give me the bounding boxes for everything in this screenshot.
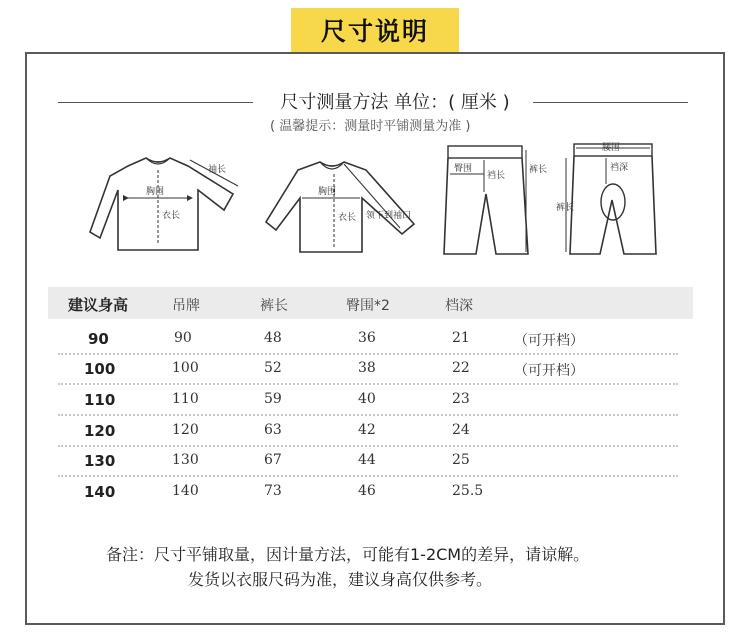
pants-figure-open <box>556 140 670 260</box>
cell-height: 90 <box>88 330 109 348</box>
cell-tag: 100 <box>172 360 199 376</box>
table-row <box>58 447 678 477</box>
table-row <box>58 355 678 385</box>
rise-label: 裆长 <box>487 171 506 181</box>
cell-pants: 59 <box>264 391 282 407</box>
cell-rise: 24 <box>452 422 470 438</box>
measure-tip: ( 温馨提示：测量时平铺测量为准 ) <box>270 119 471 134</box>
chest-label-2: 胸围 <box>318 187 337 197</box>
cell-tag: 130 <box>172 452 199 468</box>
table-row <box>58 417 678 447</box>
neck-to-cuff-label: 领下到袖口 <box>366 211 412 221</box>
rise-depth-label: 裆深 <box>610 163 629 173</box>
heading-rule-left <box>58 102 253 103</box>
length-label-2: 衣长 <box>338 213 357 223</box>
table-row <box>58 325 678 355</box>
waist-label: 腰围 <box>602 143 621 153</box>
top-figure-raglan <box>262 154 422 258</box>
cell-tag: 110 <box>172 391 199 407</box>
cell-hip: 36 <box>358 330 376 346</box>
row-divider <box>58 414 678 416</box>
cell-height: 140 <box>84 483 116 501</box>
top-figure-sleeve <box>88 146 248 258</box>
hip-label: 臀围 <box>454 164 473 174</box>
col-pants-length: 裤长 <box>260 298 288 314</box>
col-height: 建议身高 <box>68 296 129 314</box>
size-table-header <box>48 287 693 319</box>
cell-tag: 90 <box>174 330 192 346</box>
cell-rise: 23 <box>452 391 470 407</box>
cell-rise: 21 <box>452 330 470 346</box>
top-figure-sleeve-drawing <box>88 146 248 258</box>
cell-hip: 40 <box>358 391 376 407</box>
pants-length-label: 裤长 <box>529 165 548 175</box>
cell-pants: 48 <box>264 330 282 346</box>
cell-pants: 73 <box>264 483 282 499</box>
measure-heading <box>58 88 688 118</box>
pants-length-label-2: 裤长 <box>556 203 575 213</box>
cell-height: 120 <box>84 422 116 440</box>
col-hip: 臀围*2 <box>346 298 390 314</box>
col-rise: 档深 <box>445 298 473 314</box>
row-divider <box>58 383 678 385</box>
cell-note: （可开档） <box>514 363 584 379</box>
cell-height: 110 <box>84 391 116 409</box>
chest-label: 胸围 <box>146 187 165 197</box>
top-figure-raglan-drawing <box>262 154 422 258</box>
sleeve-label: 袖长 <box>208 165 227 175</box>
pants-figure-open-drawing <box>556 140 670 260</box>
cell-height: 100 <box>84 360 116 378</box>
table-row <box>58 386 678 416</box>
table-row <box>58 478 678 508</box>
cell-height: 130 <box>84 452 116 470</box>
cell-tag: 140 <box>172 483 199 499</box>
cell-tag: 120 <box>172 422 199 438</box>
pants-figure-front-drawing <box>440 140 548 260</box>
cell-rise: 22 <box>452 360 470 376</box>
cell-pants: 67 <box>264 452 282 468</box>
cell-rise: 25.5 <box>452 483 484 499</box>
cell-pants: 52 <box>264 360 282 376</box>
cell-hip: 46 <box>358 483 376 499</box>
cell-rise: 25 <box>452 452 470 468</box>
pants-figure-front <box>440 140 548 260</box>
length-label: 衣长 <box>162 211 181 221</box>
row-divider <box>58 475 678 477</box>
note-line-1: 备注：尺寸平铺取量，因计量方法，可能有1-2CM的差异，请谅解。 <box>106 545 590 564</box>
measure-heading-text: 尺寸测量方法 单位：( 厘米 ) <box>280 92 510 113</box>
note-line-2: 发货以衣服尺码为准，建议身高仅供参考。 <box>188 570 493 589</box>
cell-hip: 38 <box>358 360 376 376</box>
col-tag: 吊牌 <box>172 298 200 314</box>
page-title: 尺寸说明 <box>291 8 459 52</box>
cell-note: （可开档） <box>514 333 584 349</box>
cell-hip: 42 <box>358 422 376 438</box>
cell-pants: 63 <box>264 422 282 438</box>
cell-hip: 44 <box>358 452 376 468</box>
heading-rule-right <box>533 102 688 103</box>
